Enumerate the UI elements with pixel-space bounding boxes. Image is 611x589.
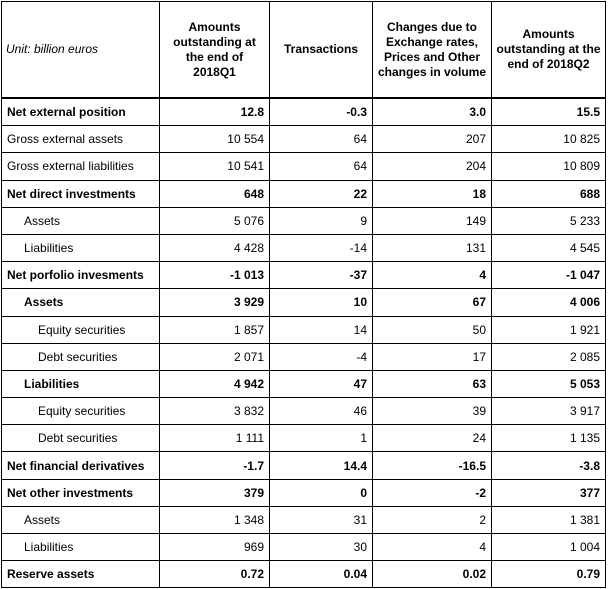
cell-transactions: 9 [270, 207, 373, 234]
cell-q1: 1 857 [160, 316, 270, 343]
cell-transactions: 1 [270, 425, 373, 452]
cell-q1: 3 832 [160, 398, 270, 425]
row-label: Net external position [2, 98, 160, 126]
col-header-q2: Amounts outstanding at the end of 2018Q2 [492, 2, 606, 99]
table-row [2, 98, 606, 126]
row-label: Liabilities [2, 534, 160, 561]
cell-q1: 648 [160, 180, 270, 207]
cell-q1: 12.8 [160, 98, 270, 126]
table-row [2, 534, 606, 561]
cell-q2: 688 [492, 180, 606, 207]
cell-changes: -2 [373, 479, 492, 506]
unit-label: Unit: billion euros [2, 2, 160, 99]
table-row [2, 126, 606, 153]
table-row [2, 153, 606, 180]
cell-q2: 1 921 [492, 316, 606, 343]
cell-q2: 1 135 [492, 425, 606, 452]
cell-q2: 1 004 [492, 534, 606, 561]
cell-transactions: -14 [270, 234, 373, 261]
cell-q2: 5 233 [492, 207, 606, 234]
cell-q1: 1 111 [160, 425, 270, 452]
cell-transactions: 0 [270, 479, 373, 506]
cell-q1: -1.7 [160, 452, 270, 479]
row-label: Assets [2, 289, 160, 316]
cell-changes: 4 [373, 262, 492, 289]
table-row [2, 343, 606, 370]
cell-changes: 0.02 [373, 561, 492, 588]
cell-transactions: 14.4 [270, 452, 373, 479]
row-label: Assets [2, 506, 160, 533]
cell-q1: 379 [160, 479, 270, 506]
row-label: Liabilities [2, 234, 160, 261]
cell-changes: 39 [373, 398, 492, 425]
cell-q1: 4 428 [160, 234, 270, 261]
row-label: Reserve assets [2, 561, 160, 588]
cell-changes: 2 [373, 506, 492, 533]
table-row [2, 398, 606, 425]
col-header-transactions: Transactions [270, 2, 373, 99]
cell-transactions: 22 [270, 180, 373, 207]
external-position-table [1, 1, 606, 588]
col-header-changes: Changes due to Exchange rates, Prices and Other changes in volume [373, 2, 492, 99]
cell-transactions: 31 [270, 506, 373, 533]
cell-changes: 3.0 [373, 98, 492, 126]
cell-q2: 3 917 [492, 398, 606, 425]
cell-transactions: 30 [270, 534, 373, 561]
cell-q2: 4 006 [492, 289, 606, 316]
cell-changes: 17 [373, 343, 492, 370]
cell-changes: -16.5 [373, 452, 492, 479]
cell-q1: 4 942 [160, 370, 270, 397]
cell-changes: 63 [373, 370, 492, 397]
cell-transactions: 14 [270, 316, 373, 343]
cell-q2: 5 053 [492, 370, 606, 397]
table-row [2, 425, 606, 452]
cell-q1: -1 013 [160, 262, 270, 289]
cell-changes: 24 [373, 425, 492, 452]
row-label: Gross external assets [2, 126, 160, 153]
cell-changes: 204 [373, 153, 492, 180]
cell-q1: 2 071 [160, 343, 270, 370]
cell-q2: 2 085 [492, 343, 606, 370]
table-row [2, 289, 606, 316]
cell-q1: 1 348 [160, 506, 270, 533]
cell-transactions: 46 [270, 398, 373, 425]
cell-transactions: 64 [270, 153, 373, 180]
table-row [2, 234, 606, 261]
cell-q1: 10 554 [160, 126, 270, 153]
cell-transactions: -37 [270, 262, 373, 289]
row-label: Net porfolio invesments [2, 262, 160, 289]
cell-q1: 5 076 [160, 207, 270, 234]
cell-transactions: 64 [270, 126, 373, 153]
cell-changes: 18 [373, 180, 492, 207]
table-row [2, 479, 606, 506]
cell-changes: 149 [373, 207, 492, 234]
row-label: Equity securities [2, 316, 160, 343]
cell-q2: 0.79 [492, 561, 606, 588]
row-label: Net other investments [2, 479, 160, 506]
table-row [2, 207, 606, 234]
cell-changes: 207 [373, 126, 492, 153]
cell-q2: -1 047 [492, 262, 606, 289]
table-row [2, 262, 606, 289]
cell-q2: 10 825 [492, 126, 606, 153]
row-label: Net direct investments [2, 180, 160, 207]
cell-q2: 377 [492, 479, 606, 506]
table-row [2, 180, 606, 207]
table-row [2, 370, 606, 397]
row-label: Equity securities [2, 398, 160, 425]
header-row [2, 2, 606, 99]
cell-transactions: -0.3 [270, 98, 373, 126]
cell-transactions: 0.04 [270, 561, 373, 588]
cell-q1: 3 929 [160, 289, 270, 316]
cell-q2: 1 381 [492, 506, 606, 533]
cell-changes: 131 [373, 234, 492, 261]
cell-changes: 67 [373, 289, 492, 316]
col-header-q1: Amounts outstanding at the end of 2018Q1 [160, 2, 270, 99]
cell-changes: 4 [373, 534, 492, 561]
cell-q2: -3.8 [492, 452, 606, 479]
cell-q1: 0.72 [160, 561, 270, 588]
cell-q1: 10 541 [160, 153, 270, 180]
row-label: Debt securities [2, 343, 160, 370]
cell-q1: 969 [160, 534, 270, 561]
cell-transactions: -4 [270, 343, 373, 370]
row-label: Assets [2, 207, 160, 234]
cell-transactions: 10 [270, 289, 373, 316]
cell-q2: 15.5 [492, 98, 606, 126]
row-label: Gross external liabilities [2, 153, 160, 180]
row-label: Liabilities [2, 370, 160, 397]
cell-changes: 50 [373, 316, 492, 343]
table-row [2, 506, 606, 533]
cell-transactions: 47 [270, 370, 373, 397]
table-row [2, 316, 606, 343]
cell-q2: 10 809 [492, 153, 606, 180]
table-row [2, 561, 606, 588]
row-label: Net financial derivatives [2, 452, 160, 479]
row-label: Debt securities [2, 425, 160, 452]
cell-q2: 4 545 [492, 234, 606, 261]
table-row [2, 452, 606, 479]
